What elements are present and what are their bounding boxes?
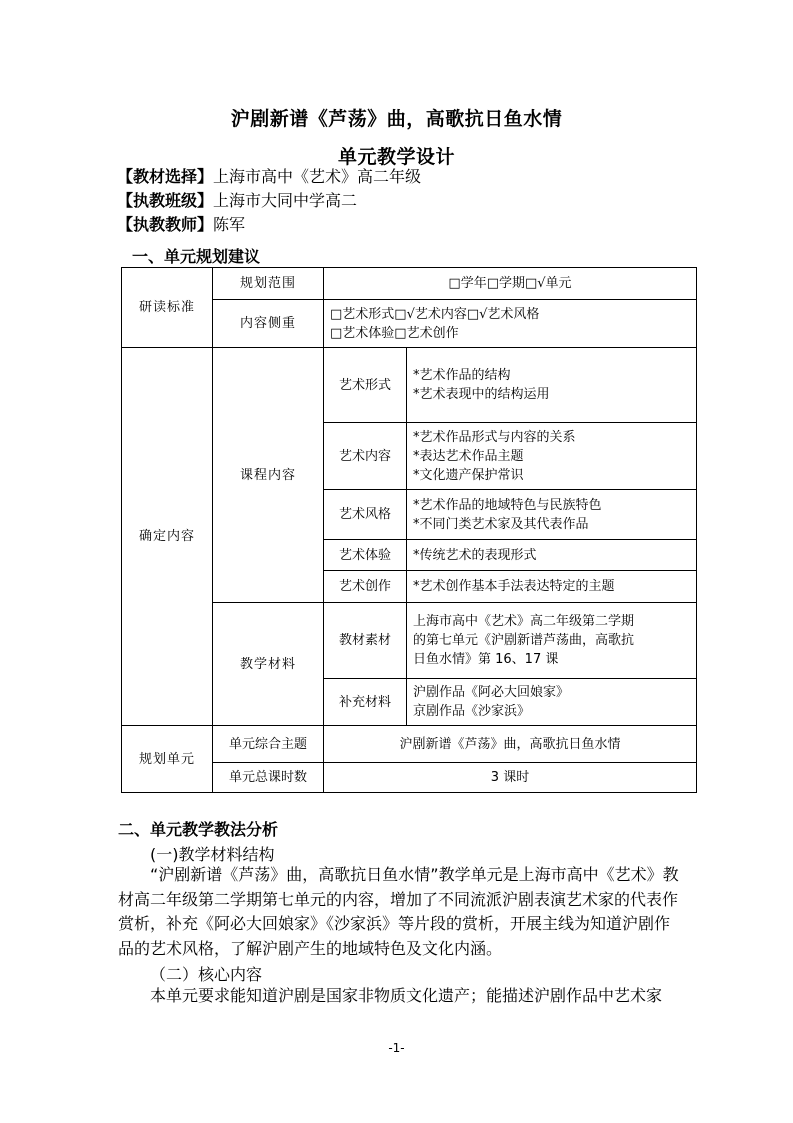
subheading-1: (一)教学材料结构 [150,845,275,864]
cell-queding: 确定内容 [122,348,213,726]
content-line: 京剧作品《沙家浜》 [413,704,531,719]
content-line: *艺术创作基本手法表达特定的主题 [413,579,615,594]
cell-row-label: 教材素材 [324,603,407,679]
subheading-2: （二）核心内容 [150,965,263,984]
cell-row-content [407,348,697,423]
content-line: *艺术作品形式与内容的关系 [413,429,576,445]
meta-teacher [117,214,245,236]
cell-theme-value: 沪剧新谱《芦荡》曲，高歌抗日鱼水情 [324,726,697,763]
unit-plan-table [121,267,697,793]
cell-range-value: □学年□学期□√单元 [324,268,697,300]
cell-yandu: 研读标准 [122,268,213,348]
content-line: 上海市高中《艺术》高二年级第二学期 [413,614,635,629]
content-line: *表达艺术作品主题 [413,448,524,464]
meta-value: 上海市大同中学高二 [213,191,358,210]
content-line: *文化遗产保护常识 [413,467,524,483]
cell-row-content [407,571,697,603]
meta-key: 【执教教师】 [117,215,214,234]
meta-value: 陈军 [213,215,246,234]
cell-row-label: 艺术风格 [324,490,407,540]
content-line: 沪剧作品《阿必大回娘家》 [413,685,570,700]
meta-key: 【教材选择】 [117,167,214,186]
cell-jiaoxuecailiao: 教学材料 [213,603,324,726]
content-line: *传统艺术的表现形式 [413,547,537,563]
page-number: -1- [388,1041,405,1055]
meta-key: 【执教班级】 [117,191,214,210]
cell-row-label: 补充材料 [324,679,407,726]
meta-class [117,190,357,212]
cell-row-label: 艺术体验 [324,540,407,571]
content-line: *艺术作品的结构 [413,368,511,383]
cell-hours-value: 3 课时 [324,763,697,793]
cell-theme-label: 单元综合主题 [213,726,324,763]
cell-focus-value [324,300,697,348]
section-heading-2: 二、单元教学教法分析 [118,820,279,839]
cell-range-label: 规划范围 [213,268,324,300]
document-subtitle: 单元教学设计 [337,146,455,168]
cell-row-content [407,603,697,679]
cell-focus-label: 内容侧重 [213,300,324,348]
content-line: *艺术表现中的结构运用 [413,387,550,402]
document-title: 沪剧新谱《芦荡》曲，高歌抗日鱼水情 [230,108,563,130]
cell-kecheng: 课程内容 [213,348,324,603]
content-line: *不同门类艺术家及其代表作品 [413,516,589,532]
focus-line: □艺术体验□艺术创作 [330,325,459,341]
content-line: *艺术作品的地域特色与民族特色 [413,497,602,513]
cell-row-content [407,423,697,490]
meta-value: 上海市高中《艺术》高二年级 [213,167,422,186]
focus-line: □艺术形式□√艺术内容□√艺术风格 [330,306,540,322]
cell-guihuadanyuan: 规划单元 [122,726,213,793]
cell-row-label: 艺术内容 [324,423,407,490]
paragraph-core: 本单元要求能知道沪剧是国家非物质文化遗产；能描述沪剧作品中艺术家 [150,986,663,1005]
cell-hours-label: 单元总课时数 [213,763,324,793]
cell-row-label: 艺术创作 [324,571,407,603]
cell-row-content [407,540,697,571]
cell-row-content [407,490,697,540]
content-line: 的第七单元《沪剧新谱芦荡曲，高歌抗 [413,633,635,648]
meta-textbook [117,166,421,188]
cell-row-label: 艺术形式 [324,348,407,423]
paragraph-materials: “沪剧新谱《芦荡》曲，高歌抗日鱼水情”教学单元是上海市高中《艺术》教材高二年级第二学期第七单元的内容，增加了不同流派沪剧表演艺术家的代表作赏析，补充《阿必大回娘家》《沙家浜》等片段的赏析，开展主线为知道沪剧作品的艺术风格，了解沪剧产生的地域特色及文化内涵。 [118,865,679,958]
section-heading-1: 一、单元规划建议 [132,247,261,266]
content-line: 日鱼水情》第 16、17 课 [413,652,559,667]
cell-row-content [407,679,697,726]
